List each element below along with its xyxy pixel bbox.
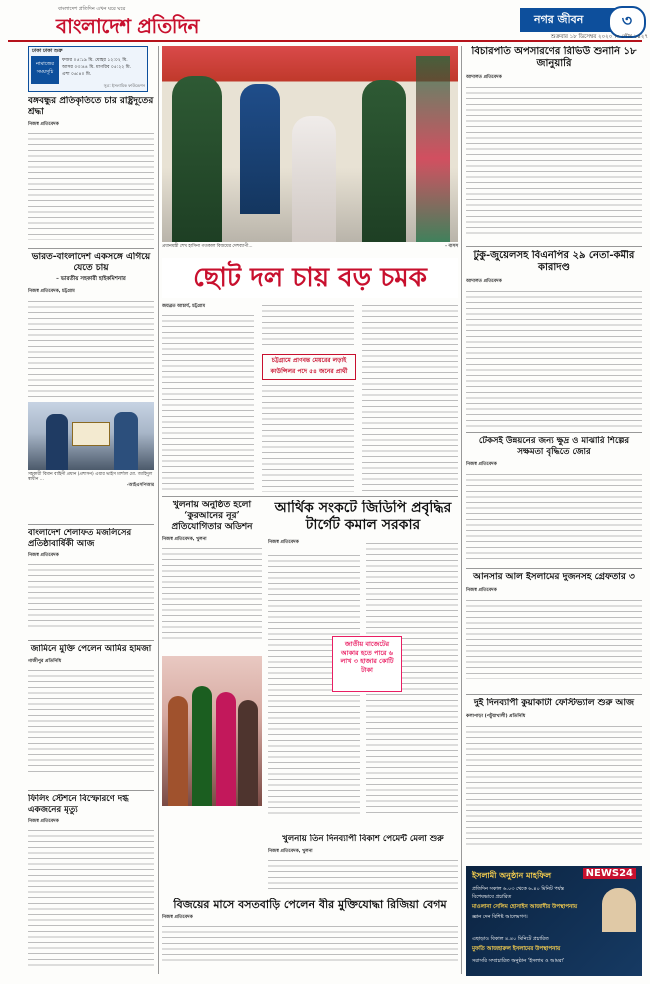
officer-figure bbox=[114, 412, 138, 470]
ad-line: এছাড়াও বিকাল ৪.৪০ মিনিটে প্রচারিত bbox=[472, 936, 549, 942]
person-figure bbox=[238, 700, 258, 806]
byline: নিজস্ব প্রতিবেদক bbox=[28, 819, 59, 824]
headline: টেকসই উন্নয়নের জন্য ক্ষুদ্র ও মাঝারি শিল্পের সক্ষমতা বৃদ্ধিতে জোর bbox=[478, 436, 630, 457]
flag-stand bbox=[416, 56, 450, 242]
story-ambassadors bbox=[28, 96, 154, 246]
gdp-callout: জাতীয় বাজেটের আকার হতে পারে ৬ লাখ ৩ হাজার কোটি টাকা bbox=[332, 636, 402, 692]
story-gdp-target bbox=[268, 500, 458, 830]
byline: কলাপাড়া (পটুয়াখালী) প্রতিনিধি bbox=[466, 714, 526, 719]
byline: নিজস্ব প্রতিবেদক bbox=[28, 553, 59, 558]
section-name: নগর জীবন bbox=[520, 8, 626, 32]
byline: নিজস্ব প্রতিবেদক bbox=[28, 122, 59, 127]
prayer-title: ঢাকা ঢাকা শুক্র bbox=[32, 48, 63, 54]
headline: বাংলাদেশ শেলাফত মজলিসের প্রতিষ্ঠাবার্ষিকী আজ bbox=[28, 528, 132, 549]
story-ansar-arrest bbox=[466, 572, 642, 692]
honor-guard-center bbox=[240, 84, 280, 214]
person-figure bbox=[216, 692, 236, 806]
story-body bbox=[466, 471, 642, 561]
story-body bbox=[28, 827, 154, 967]
ad-line: মাওলানা সেলিম হোসাইন আজাদীর উপস্থাপনায় bbox=[472, 904, 578, 910]
story-quran-audition bbox=[162, 500, 262, 650]
schedule-label: সময়সূচি bbox=[36, 69, 54, 75]
byline: নিজস্ব প্রতিবেদক bbox=[466, 462, 497, 467]
headline: খুলনায় তিন দিনব্যাপী বিকাশ পেমেন্ট মেলা শুরু bbox=[282, 834, 444, 844]
ad-line: বিশেষভাবে প্রচারিত bbox=[472, 894, 512, 900]
byline: নিজস্ব প্রতিবেদক, খুলনা bbox=[268, 848, 313, 854]
ad-title: ইসলামী অনুষ্ঠান মাহফিল bbox=[472, 871, 552, 880]
story-body bbox=[162, 545, 262, 643]
divider bbox=[28, 790, 154, 791]
ad-brand: NEWS24 bbox=[583, 868, 636, 879]
ad-line: জ্ঞান দেন বিশিষ্ট আলেমগণ। bbox=[472, 914, 528, 920]
story-bnp-sentence bbox=[466, 250, 642, 430]
certificate bbox=[72, 422, 110, 446]
byline: নিজস্ব প্রতিবেদক bbox=[466, 588, 497, 593]
story-body bbox=[268, 857, 458, 893]
byline: নিজস্ব প্রতিবেদক bbox=[268, 540, 299, 545]
subhead-2: কাউন্সিলর পদে ৫৪ জনের প্রার্থী bbox=[270, 368, 348, 375]
prayer-label bbox=[31, 56, 59, 84]
story-body bbox=[466, 597, 642, 679]
story-body-col2 bbox=[262, 302, 354, 350]
presenter-photo bbox=[602, 888, 636, 932]
dateline: শুক্রবার ১৮ ডিসেম্বর ২০২০ ।৩ পৌষ ১৪২৭ bbox=[550, 34, 648, 40]
prayer-row: ফজর ০৫:১৯ মি. যোহর ১২:০২ মি. bbox=[62, 58, 128, 63]
headline: বঙ্গবন্ধুর প্রতিকৃতিতে চার রাষ্ট্রদূতের শ্রদ্ধা bbox=[28, 96, 154, 117]
subhead-1: চট্টগ্রামে প্রাণবন্ত মেয়রের লড়াই bbox=[271, 357, 347, 364]
story-justice-review bbox=[466, 46, 642, 244]
group-photo bbox=[162, 656, 262, 806]
news24-advertisement bbox=[466, 866, 642, 976]
story-body bbox=[28, 667, 154, 775]
divider bbox=[28, 524, 154, 525]
story-body bbox=[28, 561, 154, 631]
officer-figure bbox=[46, 414, 68, 470]
divider bbox=[466, 568, 642, 569]
lead-headline: ছোট দল চায় বড় চমক bbox=[162, 258, 458, 298]
namaz-label: নামাজের bbox=[36, 61, 54, 67]
byline: আদালত প্রতিবেদক bbox=[466, 75, 502, 80]
byline: আদালত প্রতিবেদক bbox=[466, 279, 502, 284]
prayer-times-box bbox=[28, 46, 148, 92]
prime-minister-figure bbox=[292, 116, 336, 242]
story-bkash-fair bbox=[268, 834, 458, 894]
person-figure bbox=[168, 696, 188, 806]
divider bbox=[28, 248, 154, 249]
byline: নিজস্ব প্রতিবেদক, চট্টগ্রাম bbox=[28, 289, 75, 294]
column-rule bbox=[158, 46, 159, 974]
story-body-col3 bbox=[362, 302, 458, 492]
lead-subhead-box bbox=[262, 354, 356, 380]
story-freedom-fighter bbox=[162, 898, 458, 976]
divider bbox=[162, 496, 458, 497]
ad-line: সরাসরি সম্প্রচারিত অনুষ্ঠান ‘ইসলাম ও আমরা’ bbox=[472, 958, 565, 964]
masthead bbox=[8, 6, 648, 42]
headline: বিচারপতি অপসারণের রিভিউ শুনানি ১৮ জানুয়ারি bbox=[471, 46, 637, 69]
headline: খুলনায় অনুষ্ঠিত হলো ‘কুরআনের নূর’ প্রতিযোগিতার অডিশন bbox=[171, 500, 253, 532]
prayer-row: এশা ০৬:৪০ মি. bbox=[62, 72, 92, 77]
divider bbox=[28, 640, 154, 641]
ad-line: মুফতি আজহারুল ইসলামের উপস্থাপনায় bbox=[472, 946, 561, 952]
ad-line: প্রতিদিন সকাল ৬.০৩ থেকে ৬.৪০ মিনিট পর্যন্ত bbox=[472, 886, 564, 892]
byline: নিজস্ব প্রতিবেদক bbox=[162, 915, 193, 920]
byline: নিজস্ব প্রতিবেদক, খুলনা bbox=[162, 537, 207, 542]
lead-photo-caption bbox=[162, 244, 458, 249]
story-body bbox=[28, 130, 154, 240]
story-body bbox=[466, 288, 642, 428]
divider bbox=[466, 246, 642, 247]
column-rule bbox=[461, 46, 462, 974]
divider bbox=[466, 432, 642, 433]
story-sme-industry bbox=[466, 436, 642, 566]
headline: জামিনে মুক্তি পেলেন আমির হামজা bbox=[30, 644, 152, 654]
logo-tagline: বাংলাদেশ প্রতিদিন এখন ঘরে ঘরে bbox=[58, 6, 126, 12]
subheadline: – ভারতীয় সহকারী হাইকমিশনার bbox=[56, 276, 126, 282]
headline: বিজয়ের মাসে বসতবাড়ি পেলেন বীর মুক্তিযোদ্ধা রিজিয়া বেগম bbox=[173, 898, 447, 911]
lead-story bbox=[162, 302, 458, 494]
prayer-row: আসর ০৩:৪৪ মি. মাগরিব ০৫:২২ মি. bbox=[62, 65, 132, 70]
caption-text: প্রধানমন্ত্রী শেখ হাসিনা গতকাল বিজয়ের দেশব্যাপী... bbox=[162, 244, 253, 249]
story-body-col1 bbox=[162, 312, 254, 492]
honor-guard-right bbox=[362, 80, 406, 242]
divider bbox=[466, 694, 642, 695]
headline: আনসার আল ইসলামের দুজনসহ গ্রেফতার ৩ bbox=[473, 572, 635, 582]
headline: ভারত-বাংলাদেশ একসঙ্গে এগিয়ে যেতে চায় bbox=[31, 252, 151, 273]
prayer-rows bbox=[62, 57, 131, 78]
headline: ফিলিং স্টেশনে বিস্ফোরণে দগ্ধ একজনের মৃত্যু bbox=[28, 794, 129, 815]
caption-credit: - বাসস bbox=[445, 244, 458, 249]
byline: জয়ব্রত আচার্য, চট্টগ্রাম bbox=[162, 304, 205, 309]
ceremony-photo bbox=[28, 402, 154, 470]
story-filling-station bbox=[28, 794, 154, 974]
lead-photo bbox=[162, 46, 458, 242]
newspaper-logo: বাংলাদেশ প্রতিদিন bbox=[56, 14, 199, 38]
photo-caption: সহকারী বিমান বাহিনী প্রধান (প্রশাসন) এয়ার ভাইস মার্শাল মো. জাহিদুল স্বাধীন ... bbox=[28, 472, 153, 483]
story-khelafat bbox=[28, 528, 154, 638]
headline: দুই দিনব্যাপী কুয়াকাটা ফেস্টিভ্যাল শুরু আজ bbox=[473, 698, 635, 708]
person-figure bbox=[192, 686, 212, 806]
page-number: ৩ bbox=[608, 6, 646, 38]
story-body bbox=[466, 84, 642, 234]
story-body-col2b bbox=[262, 382, 354, 492]
photo-credit: -আইএসপিআর bbox=[126, 482, 154, 488]
headline: টুকু-জুয়েলসহ বিএনপির ২৯ নেতা-কর্মীর কারাদণ্ড bbox=[473, 250, 635, 273]
story-body bbox=[162, 923, 458, 965]
story-body bbox=[28, 298, 154, 398]
byline: গাজীপুর প্রতিনিধি bbox=[28, 658, 62, 664]
story-india-bangladesh bbox=[28, 252, 154, 522]
prayer-source: সূত্র: ইসলামিক ফাউন্ডেশন bbox=[103, 83, 145, 88]
story-kuakata-festival bbox=[466, 698, 642, 862]
honor-guard-left bbox=[172, 76, 222, 242]
headline: আর্থিক সংকটে জিডিপি প্রবৃদ্ধির টার্গেট কমাল সরকার bbox=[274, 500, 452, 533]
story-amir-hamza bbox=[28, 644, 154, 788]
story-body bbox=[466, 723, 642, 847]
